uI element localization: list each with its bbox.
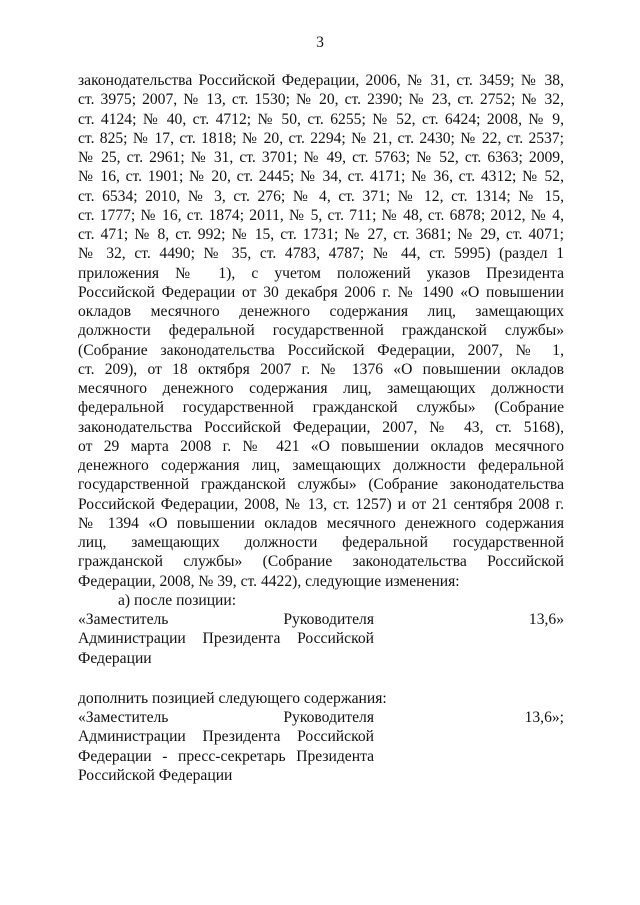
subitem-a-heading: а) после позиции: — [118, 591, 237, 609]
body-line: ст. 4124; № 40, ст. 4712; № 50, ст. 6255; № 52, ст. 6424; 2008, № 9, — [78, 110, 564, 128]
body-line: ст. 1777; № 16, ст. 1874; 2011, № 5, ст. 711; № 48, ст. 6878; 2012, № 4, — [78, 206, 564, 224]
position-title-line: «Заместитель Руководителя — [78, 611, 374, 628]
supplement-intro-text: дополнить позицией следующего содержания: — [78, 690, 387, 707]
body-line: от 29 марта 2008 г. № 421 «О повышении окладов месячного — [78, 437, 564, 455]
position-title-line: Федерации — [78, 649, 152, 667]
position-title-line: Российской Федерации — [78, 766, 233, 784]
body-line: № 1394 «О повышении окладов месячного денежного содержания — [78, 514, 564, 532]
body-line: законодательства Российской Федерации, 2007, № 43, ст. 5168), — [78, 418, 564, 436]
body-line: ст. 209), от 18 октября 2007 г. № 1376 «О повышении окладов — [78, 360, 564, 378]
body-line: федеральной государственной гражданской службы» (Собрание — [78, 399, 564, 417]
body-line: ст. 825; № 17, ст. 1818; № 20, ст. 2294; № 21, ст. 2430; № 22, ст. 2537; — [78, 129, 564, 147]
body-line: № 25, ст. 2961; № 31, ст. 3701; № 49, ст. 5763; № 52, ст. 6363; 2009, — [78, 149, 564, 166]
position-title-line: «Заместитель Руководителя — [78, 709, 374, 726]
body-line: Федерации, 2008, № 39, ст. 4422), следующие изменения: — [78, 572, 460, 590]
body-line: ст. 6534; 2010, № 3, ст. 276; № 4, ст. 371; № 12, ст. 1314; № 15, — [78, 187, 564, 205]
body-line: № 16, ст. 1901; № 20, ст. 2445; № 34, ст. 4171; № 36, ст. 4312; № 52, — [78, 168, 564, 186]
position-entry-new — [78, 708, 564, 785]
position-salary-value: 13,6»; — [524, 709, 564, 726]
body-line: лиц, замещающих должности федеральной государственной — [78, 534, 564, 551]
page-number: 3 — [316, 34, 324, 51]
position-title-line: Федерации - пресс-секретарь Президента — [78, 747, 374, 765]
body-line: месячного денежного содержания лиц, замещающих должности — [78, 380, 564, 397]
body-line: государственной гражданской службы» (Собрание законодательства — [78, 476, 564, 494]
position-title — [78, 708, 374, 785]
position-entry-existing — [78, 610, 564, 668]
body-line: окладов месячного денежного содержания лиц, замещающих — [78, 303, 564, 320]
body-line: (Собрание законодательства Российской Федерации, 2007, № 1, — [78, 341, 564, 359]
decree-body-text — [78, 71, 564, 610]
position-title-line: Администрации Президента Российской — [78, 728, 374, 746]
position-salary-value: 13,6» — [528, 611, 564, 628]
body-line: Российской Федерации от 30 декабря 2006 г. № 1490 «О повышении — [78, 283, 564, 301]
body-line: ст. 3975; 2007, № 13, ст. 1530; № 20, ст. 2390; № 23, ст. 2752; № 32, — [78, 91, 564, 109]
position-title-line: Администрации Президента Российской — [78, 630, 374, 648]
body-line: приложения № 1), с учетом положений указов Президента — [78, 264, 564, 282]
position-title — [78, 610, 374, 668]
body-line: денежного содержания лиц, замещающих должности федеральной — [78, 457, 564, 474]
body-line: ст. 471; № 8, ст. 992; № 15, ст. 1731; № 27, ст. 3681; № 29, ст. 4071; — [78, 226, 564, 243]
body-line: Российской Федерации, 2008, № 13, ст. 1257) и от 21 сентября 2008 г. — [78, 495, 564, 513]
body-line: № 32, ст. 4490; № 35, ст. 4783, 4787; № 44, ст. 5995) (раздел 1 — [78, 245, 564, 263]
body-line: должности федеральной государственной гражданской службы» — [78, 322, 564, 340]
body-line: гражданской службы» (Собрание законодательства Российской — [78, 553, 564, 571]
body-line: законодательства Российской Федерации, 2006, № 31, ст. 3459; № 38, — [78, 72, 564, 89]
